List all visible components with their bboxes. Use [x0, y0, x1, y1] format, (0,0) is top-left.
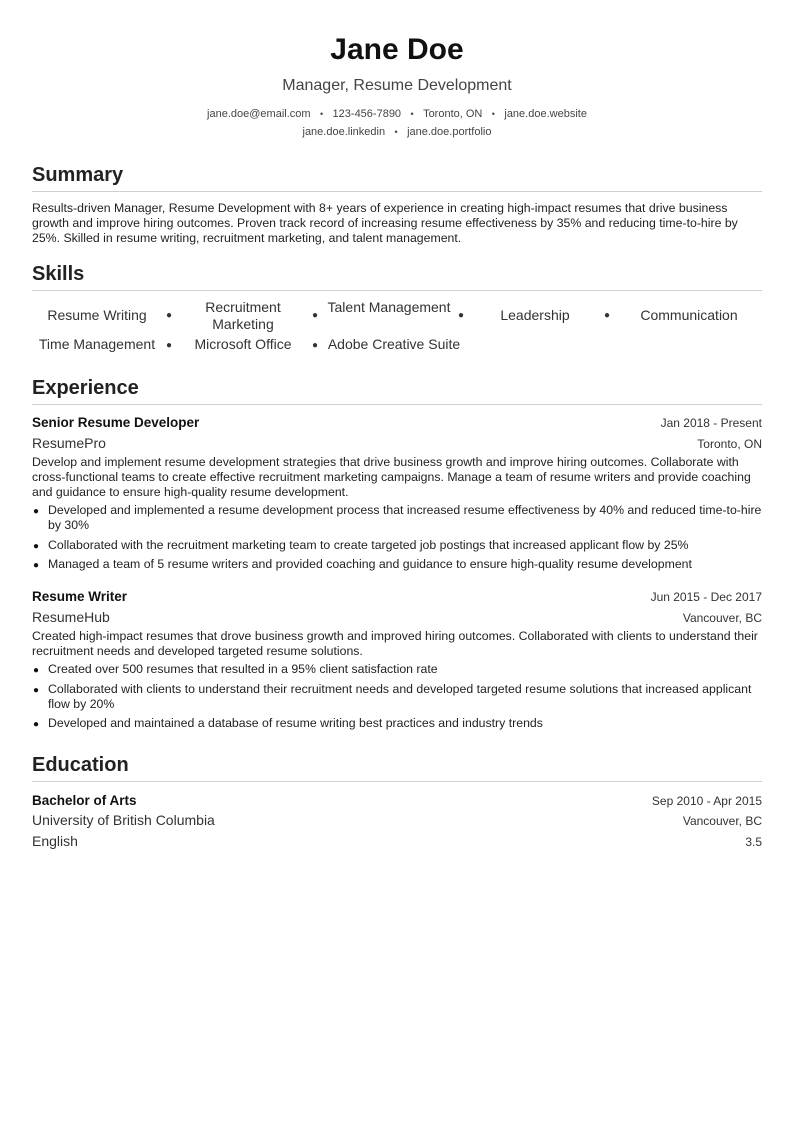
job-entry	[32, 414, 762, 572]
skill-item: Microsoft Office	[194, 336, 292, 352]
achievement-text: Developed and implemented a resume development process that increased resume effectiveness by 40% and reduced time-to-hire by 30%	[48, 503, 762, 532]
degree-row	[32, 791, 762, 810]
skill-item: Leadership	[500, 307, 570, 323]
contact-phone[interactable]: 123-456-7890	[332, 108, 402, 120]
skill-separator: ●	[604, 310, 611, 321]
skill-separator: ●	[166, 310, 173, 321]
contact-separator: •	[394, 127, 398, 137]
school-row	[32, 810, 762, 831]
contact-row-2	[32, 123, 762, 141]
skill-item: Time Management	[38, 336, 156, 352]
education-heading: Education	[32, 753, 762, 782]
skill-separator: ●	[166, 340, 173, 351]
job-description: Created high-impact resumes that drove business growth and improved hiring outcomes. Collaborated with clients to understand their recruitment needs and developed targeted resume solutions.	[32, 629, 758, 658]
skills-grid	[32, 300, 762, 358]
job-title: Resume Writer	[32, 589, 128, 604]
job-achievements	[32, 662, 762, 731]
achievement-item	[32, 503, 762, 533]
job-location: Toronto, ON	[697, 437, 762, 451]
achievement-item	[32, 538, 762, 553]
summary-text: Results-driven Manager, Resume Development with 8+ years of experience in creating high-impact resumes that drive business growth and improve hiring outcomes. Proven track record of increasing resume effectiveness by 35% and reducing time-to-hire by 25%. Skilled in resume writing, recruitment marketing, and talent management.	[32, 201, 738, 245]
field-row	[32, 831, 762, 852]
job-dates: Jan 2018 - Present	[660, 416, 762, 430]
contact-portfolio[interactable]: jane.doe.portfolio	[407, 126, 492, 138]
job-company-row	[32, 432, 762, 453]
contact-row-1	[32, 105, 762, 123]
job-title: Senior Resume Developer	[32, 415, 200, 430]
achievement-item	[32, 557, 762, 572]
skill-separator: ●	[312, 310, 319, 321]
skill-item: Resume Writing	[47, 307, 147, 323]
bullet-icon: ●	[33, 684, 40, 696]
contact-separator: •	[319, 109, 324, 119]
contact-location: Toronto, ON	[423, 108, 483, 120]
resume-page	[32, 0, 762, 852]
bullet-icon: ●	[33, 719, 40, 730]
achievement-text: Collaborated with clients to understand their recruitment needs and developed targeted resume solutions that increased applicant flow by 20%	[48, 681, 752, 711]
skill-item: Talent Management	[327, 299, 451, 315]
bullet-icon: ●	[33, 665, 40, 676]
education-section	[32, 753, 762, 852]
resume-header	[32, 0, 762, 141]
achievement-text: Collaborated with the recruitment marketing team to create targeted job postings that increased applicant flow by 25%	[48, 537, 689, 552]
achievement-item	[32, 716, 762, 731]
skill-item: Adobe Creative Suite	[327, 336, 461, 352]
bullet-icon: ●	[33, 540, 40, 552]
candidate-title: Manager, Resume Development	[282, 77, 512, 94]
school-name: University of British Columbia	[32, 812, 215, 828]
job-achievements	[32, 503, 762, 572]
job-entry	[32, 588, 762, 731]
bullet-icon: ●	[33, 560, 40, 571]
achievement-text: Managed a team of 5 resume writers and provided coaching and guidance to ensure high-quality resume development	[48, 557, 692, 571]
achievement-item	[32, 682, 762, 712]
contact-website[interactable]: jane.doe.website	[504, 108, 587, 120]
school-location: Vancouver, BC	[682, 814, 762, 828]
field-of-study: English	[32, 833, 78, 849]
skill-item: Communication	[640, 307, 738, 323]
contact-linkedin[interactable]: jane.doe.linkedin	[302, 126, 386, 138]
job-company-row	[32, 606, 762, 627]
contact-email[interactable]: jane.doe@email.com	[207, 108, 311, 120]
gpa: 3.5	[745, 835, 762, 849]
education-dates: Sep 2010 - Apr 2015	[651, 794, 762, 808]
candidate-name: Jane Doe	[330, 33, 464, 66]
achievement-item	[32, 662, 762, 677]
education-entry	[32, 791, 762, 852]
skill-item: Recruitment Marketing	[205, 299, 281, 332]
achievement-text: Created over 500 resumes that resulted in a 95% client satisfaction rate	[48, 662, 438, 676]
skill-separator: ●	[312, 340, 319, 351]
job-company: ResumePro	[32, 435, 106, 451]
job-dates: Jun 2015 - Dec 2017	[650, 590, 762, 604]
degree: Bachelor of Arts	[32, 793, 137, 808]
experience-heading: Experience	[32, 376, 762, 405]
bullet-icon: ●	[33, 506, 40, 517]
job-title-row	[32, 588, 762, 606]
achievement-text: Developed and maintained a database of resume writing best practices and industry trends	[48, 716, 543, 730]
job-location: Vancouver, BC	[682, 611, 762, 625]
job-company: ResumeHub	[32, 609, 110, 625]
job-description: Develop and implement resume development strategies that drive business growth and improve hiring outcomes. Collaborate with cross-functional teams to create effective recruitment marketing campaigns. Manage a team of resume writers and provide coaching and guidance to ensure high-quality resume development.	[32, 455, 751, 499]
job-title-row	[32, 414, 762, 432]
skill-separator: ●	[458, 310, 465, 321]
contact-separator: •	[410, 109, 414, 119]
contact-separator: •	[491, 109, 495, 119]
experience-section	[32, 376, 762, 731]
skills-section	[32, 262, 762, 358]
summary-section	[32, 163, 762, 246]
summary-heading: Summary	[32, 163, 762, 192]
skills-heading: Skills	[32, 262, 762, 291]
